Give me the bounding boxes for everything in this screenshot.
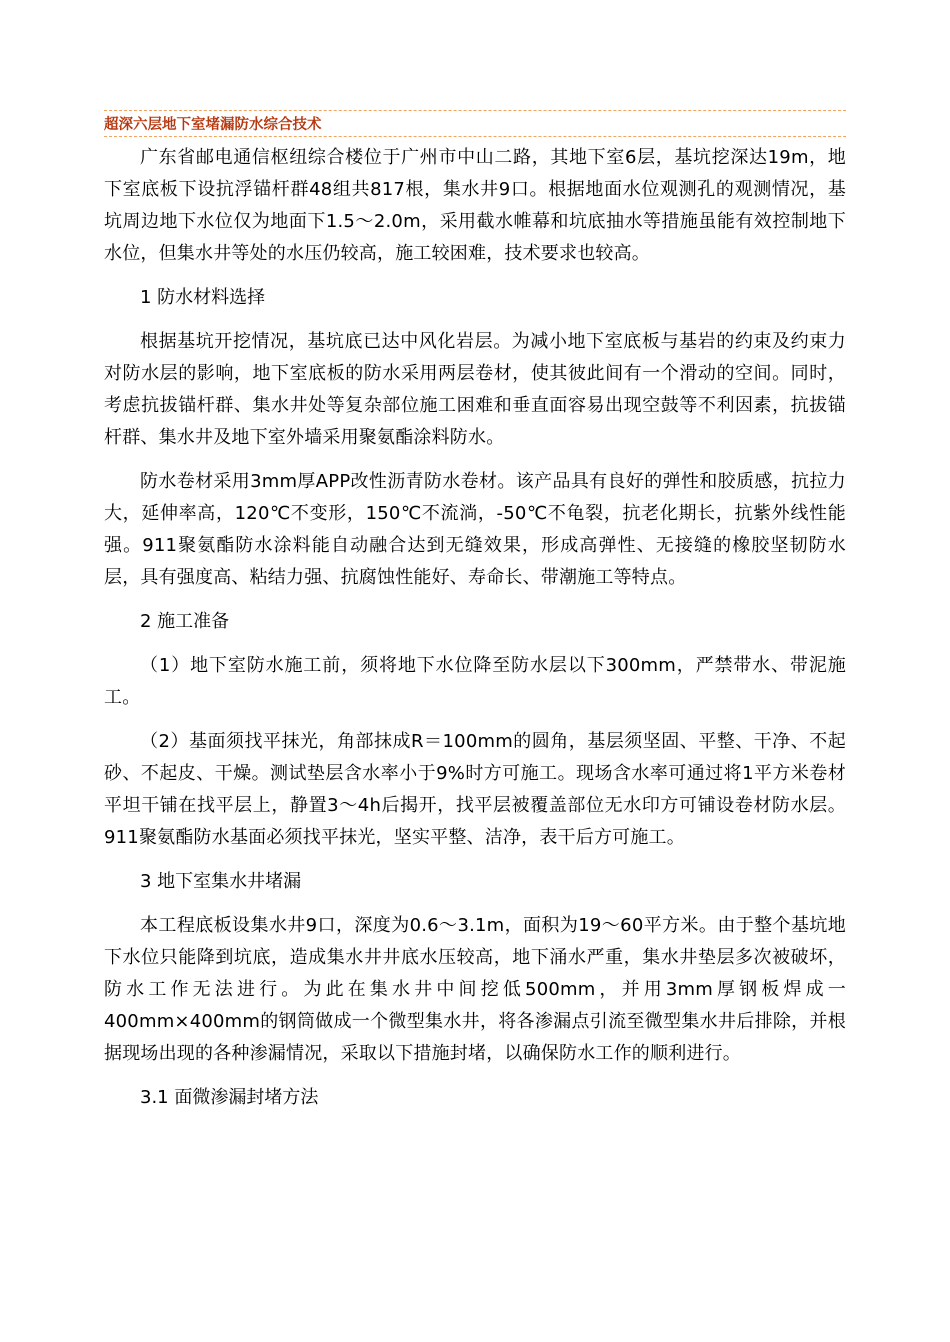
document-body <box>104 142 846 1126</box>
title-block <box>104 103 846 141</box>
paragraph-sump-leak: 本工程底板设集水井9口，深度为0.6～3.1m，面积为19～60平方米。由于整个基坑地下水位只能降到坑底，造成集水井井底水压较高，地下涌水严重，集水井垫层多次被破坏，防水工作无法进行。为此在集水井中间挖低500mm，并用3mm厚钢板焊成一400mm×400mm的钢筒做成一个微型集水井，将各渗漏点引流至微型集水井后排除，并根据现场出现的各种渗漏情况，采取以下措施封堵，以确保防水工作的顺利进行。 <box>104 915 846 1064</box>
paragraph-preparation-2: （2）基面须找平抹光，角部抹成R＝100mm的圆角，基层须坚固、平整、干净、不起砂、不起皮、干燥。测试垫层含水率小于9%时方可施工。现场含水率可通过将1平方米卷材平坦干铺在找平层上，静置3～4h后揭开，找平层被覆盖部位无水印方可铺设卷材防水层。911聚氨酯防水基面必须找平抹光，坚实平整、洁净，表干后方可施工。 <box>104 731 846 848</box>
title-top-divider <box>104 110 846 111</box>
title-bottom-divider <box>104 136 846 137</box>
paragraph-material-properties: 防水卷材采用3mm厚APP改性沥青防水卷材。该产品具有良好的弹性和胶质感，抗拉力大，延伸率高，120℃不变形，150℃不流淌，-50℃不龟裂，抗老化期长，抗紫外线性能强。911聚氨酯防水涂料能自动融合达到无缝效果，形成高弹性、无接缝的橡胶坚韧防水层，具有强度高、粘结力强、抗腐蚀性能好、寿命长、带潮施工等特点。 <box>104 471 846 588</box>
paragraph-preparation-1: （1）地下室防水施工前，须将地下水位降至防水层以下300mm，严禁带水、带泥施工。 <box>104 655 846 708</box>
paragraph-material-selection: 根据基坑开挖情况，基坑底已达中风化岩层。为减小地下室底板与基岩的约束及约束力对防水层的影响，地下室底板的防水采用两层卷材，使其彼此间有一个滑动的空间。同时，考虑抗拔锚杆群、集水井处等复杂部位施工困难和垂直面容易出现空鼓等不利因素，抗拔锚杆群、集水井及地下室外墙采用聚氨酯涂料防水。 <box>104 331 846 448</box>
section-heading-1: 1 防水材料选择 <box>140 287 266 308</box>
intro-paragraph: 广东省邮电通信枢纽综合楼位于广州市中山二路，其地下室6层，基坑挖深达19m，地下室底板下设抗浮锚杆群48组共817根，集水井9口。根据地面水位观测孔的观测情况，基坑周边地下水位仅为地面下1.5～2.0m，采用截水帷幕和坑底抽水等措施虽能有效控制地下水位，但集水井等处的水压仍较高，施工较困难，技术要求也较高。 <box>104 147 846 264</box>
section-heading-3: 3 地下室集水井堵漏 <box>140 871 302 892</box>
section-heading-3-1: 3.1 面微渗漏封堵方法 <box>140 1087 319 1108</box>
section-heading-2: 2 施工准备 <box>140 611 230 632</box>
document-title: 超深六层地下室堵漏防水综合技术 <box>104 117 322 133</box>
